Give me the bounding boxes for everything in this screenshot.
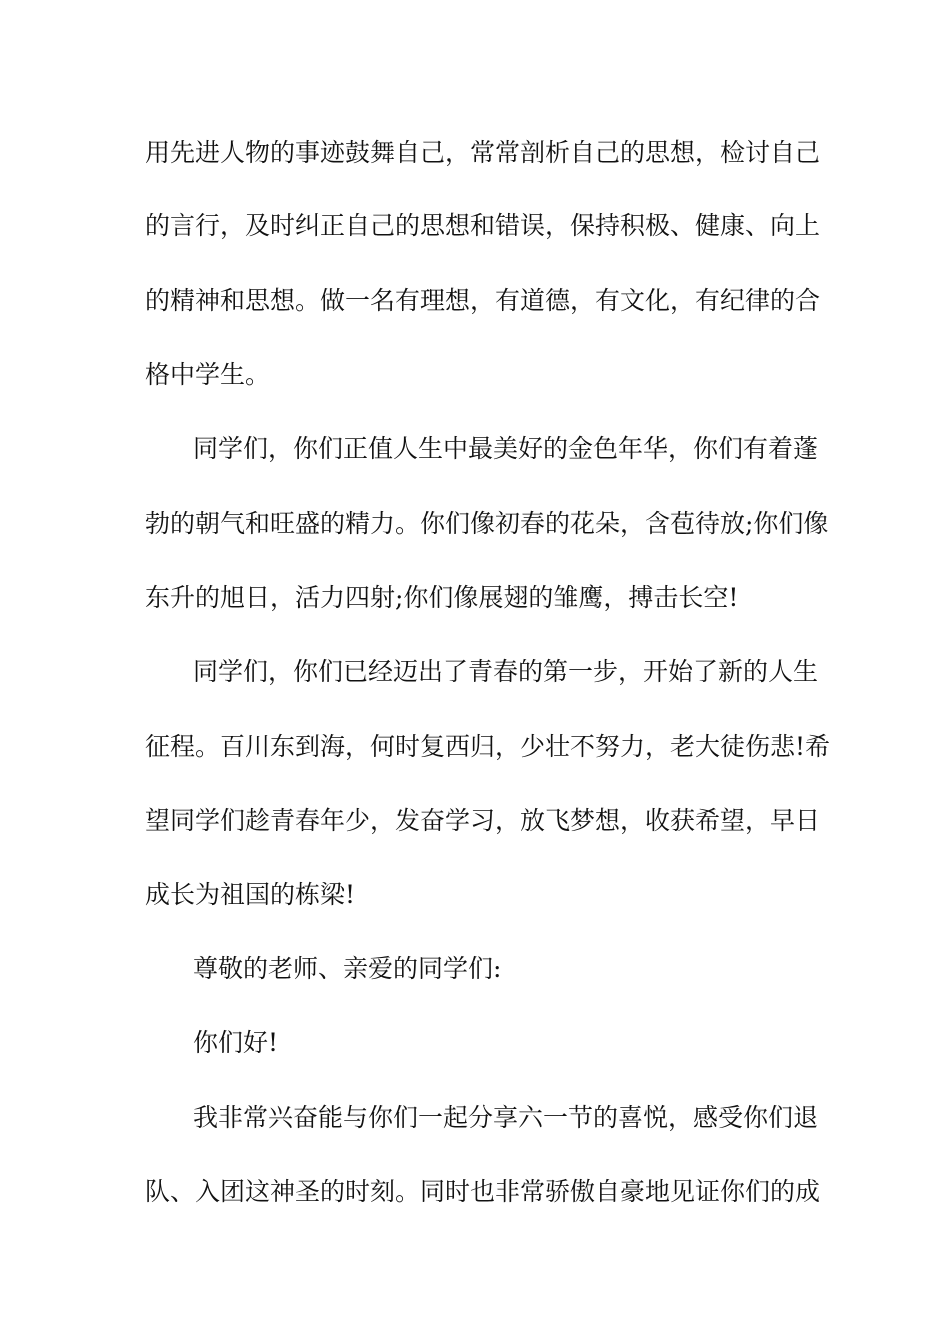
text-line-1: 用先进人物的事迹鼓舞自己，常常剖析自己的思想，检讨自己 [145, 138, 821, 167]
text-line-12: 尊敬的老师、亲爱的同学们: [193, 954, 502, 983]
text-line-6: 勃的朝气和旺盛的精力。你们像初春的花朵，含苞待放;你们像 [145, 509, 829, 538]
text-line-11: 成长为祖国的栋梁! [145, 880, 356, 909]
text-line-14: 我非常兴奋能与你们一起分享六一节的喜悦，感受你们退 [193, 1103, 819, 1132]
text-line-5: 同学们，你们正值人生中最美好的金色年华，你们有着蓬 [193, 434, 819, 463]
text-line-2: 的言行，及时纠正自己的思想和错误，保持积极、健康、向上 [145, 211, 821, 240]
text-line-4: 格中学生。 [145, 360, 271, 389]
text-line-10: 望同学们趁青春年少，发奋学习，放飞梦想，收获希望，早日 [145, 806, 821, 835]
text-line-9: 征程。百川东到海，何时复西归，少壮不努力，老大徒伤悲!希 [145, 732, 831, 761]
text-line-3: 的精神和思想。做一名有理想，有道德，有文化，有纪律的合 [145, 286, 821, 315]
text-line-8: 同学们，你们已经迈出了青春的第一步，开始了新的人生 [193, 657, 819, 686]
text-line-7: 东升的旭日，活力四射;你们像展翅的雏鹰，搏击长空! [145, 583, 739, 612]
text-line-13: 你们好! [193, 1028, 279, 1057]
text-line-15: 队、入团这神圣的时刻。同时也非常骄傲自豪地见证你们的成 [145, 1177, 821, 1206]
